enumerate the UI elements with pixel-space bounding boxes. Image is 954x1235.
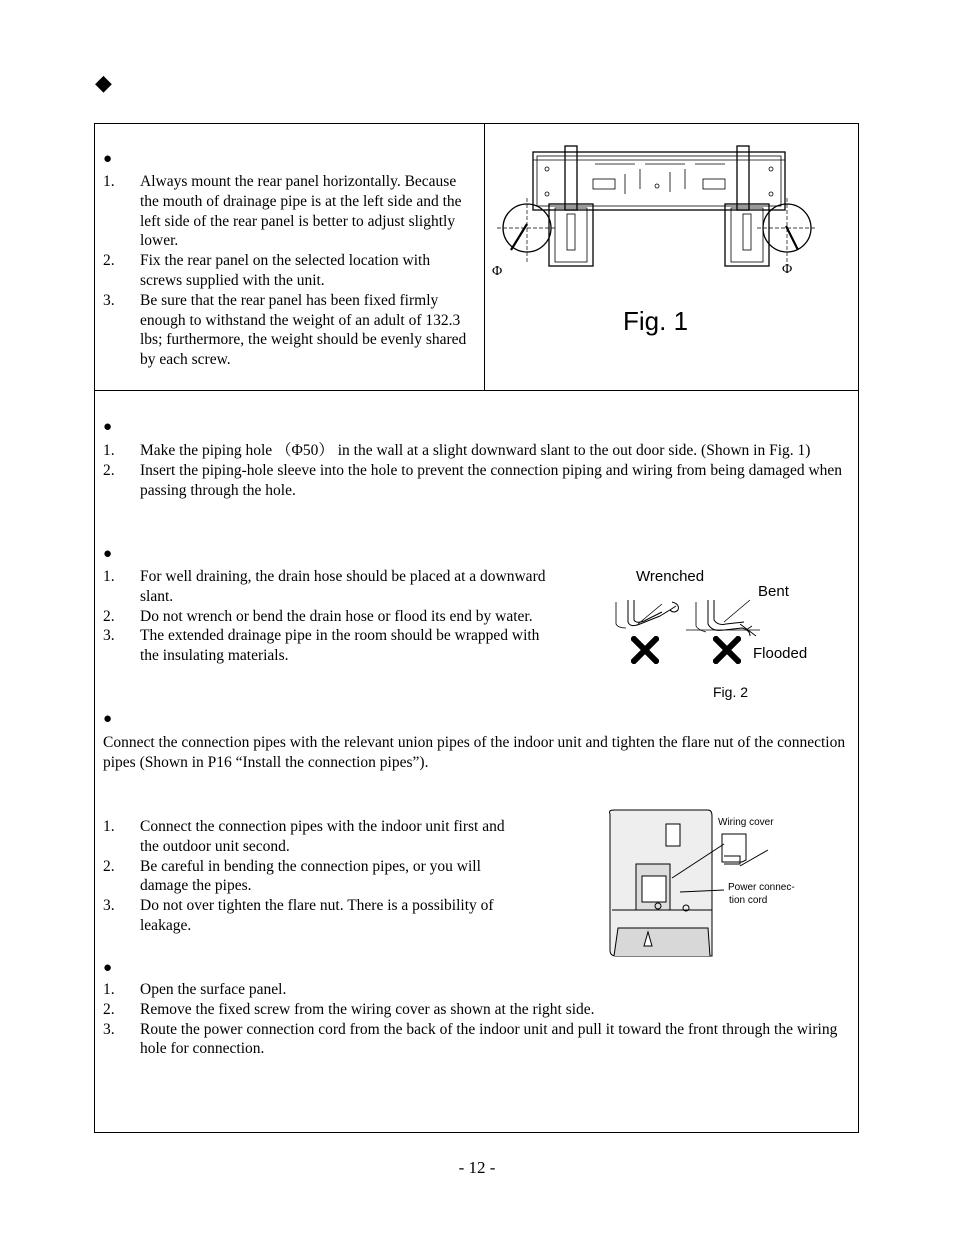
list-item: 1. Make the piping hole （Φ50） in the wall at a slight downward slant to the out door side. (Shown in Fig. 1): [103, 442, 811, 459]
fig-1-caption: Fig. 1: [623, 306, 689, 336]
rear-panel-diagram: [485, 124, 858, 389]
list-item: 1. Open the surface panel.: [103, 981, 287, 998]
list-item: 2. Remove the fixed screw from the wiring cover as shown at the right side.: [103, 1000, 595, 1018]
list-item: 1. Connect the connection pipes with the indoor unit first and the outdoor unit second.: [103, 818, 505, 855]
page-number: - 12 -: [458, 1158, 496, 1177]
power-cord-label-line1: Power connec-: [728, 882, 795, 893]
rear-panel-list: [103, 172, 473, 370]
drain-hose-list: [103, 567, 548, 666]
connection-pipes-bullet: ●: [103, 711, 113, 727]
wiring-cover-label: Wiring cover: [718, 817, 774, 828]
wrenched-label: Wrenched: [636, 568, 705, 585]
list-item: 3. Route the power connection cord from the back of the indoor unit and pull it toward the front through the wiring hole for connection.: [103, 1020, 838, 1058]
fig-2-caption: Fig. 2: [713, 684, 749, 700]
wrong-mark-icon: [713, 636, 741, 664]
list-item: 2. Be careful in bending the connection pipes, or you will damage the pipes.: [103, 857, 481, 895]
hole-symbol-left: Φ: [492, 264, 503, 279]
list-item: 1. Always mount the rear panel horizontally. Because the mouth of drainage pipe is at the left side and the left side of the rear panel is better to adjust slightly lower.: [103, 173, 462, 250]
wiring-bullet: ●: [103, 960, 113, 976]
power-cord-label-line2: tion cord: [729, 895, 768, 906]
list-item: 2. Insert the piping-hole sleeve into the hole to prevent the connection piping and wiring from being damaged when passing through the hole.: [103, 461, 843, 499]
drain-hose-diagram: [600, 590, 820, 680]
list-item: 2. Do not wrench or bend the drain hose or flood its end by water.: [103, 607, 533, 625]
list-item: 2. Fix the rear panel on the selected location with screws supplied with the unit.: [103, 252, 431, 289]
list-item: 1. For well draining, the drain hose should be placed at a downward slant.: [103, 568, 546, 605]
hole-symbol-right: Φ: [782, 262, 793, 277]
connection-pipes-paragraph: Connect the connection pipes with the relevant union pipes of the indoor unit and tighten the flare nut of the connection pipes (Shown in P16 “Install the connection pipes”).: [103, 734, 846, 771]
bent-label: Bent: [758, 583, 789, 600]
wrong-mark-icon: [631, 636, 659, 664]
flooded-label: Flooded: [753, 645, 808, 662]
list-item: 3. Do not over tighten the flare nut. There is a possibility of leakage.: [103, 897, 494, 934]
list-item: 3. The extended drainage pipe in the room should be wrapped with the insulating materials.: [103, 627, 540, 665]
piping-hole-list: [103, 441, 843, 500]
section-marker: ◆: [95, 70, 112, 95]
wiring-list: [103, 980, 843, 1059]
list-item: 3. Be sure that the rear panel has been fixed firmly enough to withstand the weight of an adult of 132.3 lbs; furthermore, the weight should be evenly shared by each screw.: [103, 291, 467, 369]
drain-hose-bullet: ●: [103, 546, 113, 562]
rear-panel-bullet: ●: [103, 151, 113, 167]
frame-divider: [94, 390, 859, 391]
piping-hole-bullet: ●: [103, 419, 113, 435]
connection-pipes-list: [103, 817, 518, 936]
